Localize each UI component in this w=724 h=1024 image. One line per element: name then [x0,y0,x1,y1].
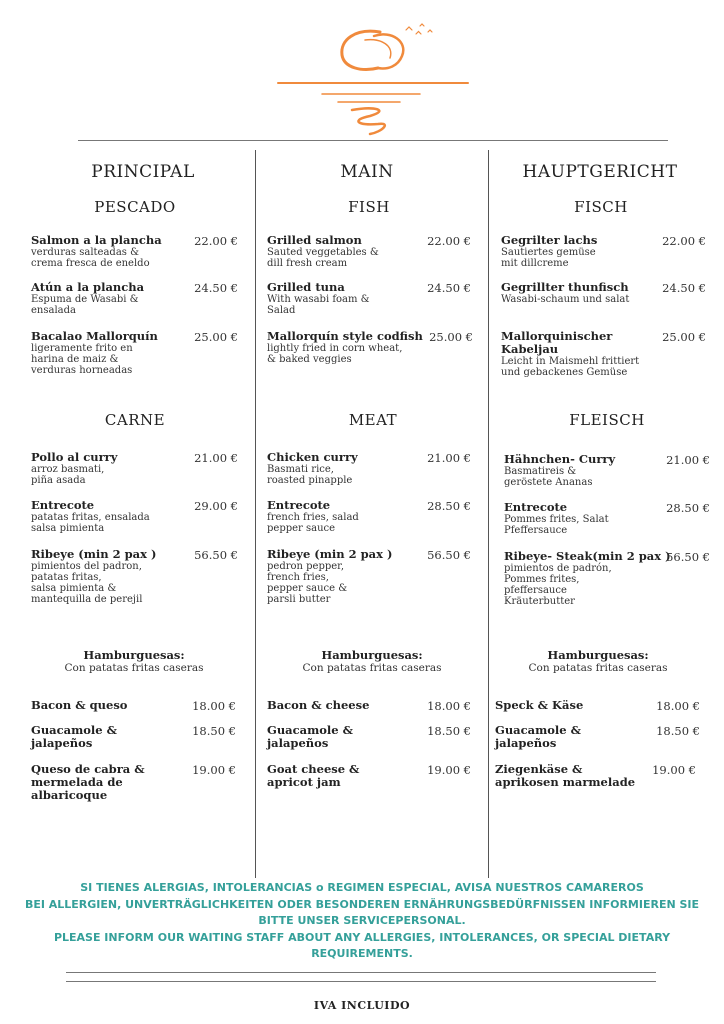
item-desc: ensalada [31,305,76,316]
fish-section-title: FISCH [574,198,628,216]
item-desc: & baked veggies [267,354,352,365]
item-desc: und gebackenes Gemüse [501,367,628,378]
notice-line: BITTE UNSER SERVICEPERSONAL. [258,914,466,927]
item-price: 28.50 € [427,499,471,513]
item-name: Ribeye (min 2 pax ) [267,547,393,561]
item-name: Entrecote [31,498,95,512]
column-divider [488,150,489,878]
burger-item [267,724,407,750]
item-desc: Pfeffersauce [504,525,568,536]
item-desc: verduras horneadas [31,365,133,376]
notice-line: REQUIREMENTS. [311,947,413,960]
item-desc: verduras salteadas & [31,247,140,258]
item-price: 24.50 € [427,281,471,295]
item-desc: patatas fritas, ensalada [31,512,150,523]
item-desc: With wasabi foam & [267,294,370,305]
item-name: Salmon a la plancha [31,233,162,247]
item-desc: patatas fritas, [31,572,102,583]
item-name: Atún a la plancha [31,280,145,294]
burger-item [495,724,635,750]
burger-item [31,763,171,802]
item-desc: Basmatireis & [504,466,577,477]
burger-header [24,649,244,675]
item-name: Entrecote [504,500,568,514]
item-name: Pollo al curry [31,450,118,464]
item-desc: Basmati rice, [267,464,334,475]
burger-item [495,699,635,712]
item-name: Queso de cabra & [31,762,145,776]
item-desc: lightly fried in corn wheat, [267,343,403,354]
allergy-notice [20,880,704,963]
item-name: Grilled salmon [267,233,362,247]
burger-title: Hamburguesas: [547,648,649,662]
item-desc: crema fresca de eneldo [31,258,150,269]
item-price: 22.00 € [194,234,238,248]
column-title: HAUPTGERICHT [522,162,678,182]
item-name: aprikosen marmelade [495,775,636,789]
item-desc: Sauted veggetables & [267,247,379,258]
item-name: Bacalao Mallorquín [31,329,158,343]
item-price: 21.00 € [194,451,238,465]
item-name: Bacon & queso [31,698,128,712]
item-desc: dill fresh cream [267,258,348,269]
item-price: 29.00 € [194,499,238,513]
tax-note: IVA INCLUIDO [313,999,411,1012]
item-desc: Wasabi-schaum und salat [501,294,630,305]
item-name: mermelada de [31,775,123,789]
item-price: 24.50 € [662,281,706,295]
item-name: albaricoque [31,788,108,802]
item-desc: salsa pimienta [31,523,105,534]
item-name: jalapeños [31,736,93,750]
item-name: apricot jam [267,775,341,789]
burger-item [495,763,645,789]
item-desc: arroz basmati, [31,464,105,475]
item-price: 21.00 € [666,453,710,467]
item-name: Guacamole & [31,723,117,737]
column-divider [255,150,256,878]
item-price: 22.00 € [427,234,471,248]
item-name: Ribeye (min 2 pax ) [31,547,157,561]
item-name: Mallorquinischer Kabeljau [501,329,613,356]
notice-line: BEI ALLERGIEN, UNVERTRÄGLICHKEITEN ODER BESONDEREN ERNÄHRUNGSBEDÜRFNISSEN INFORMIEREN SIE [24,897,700,911]
item-price: 28.50 € [666,501,710,515]
item-name: Ziegenkäse & [495,762,583,776]
item-name: jalapeños [267,736,329,750]
notice-line: SI TIENES ALERGIAS, INTOLERANCIAS o REGIMEN ESPECIAL, AVISA NUESTROS CAMAREROS [80,881,644,894]
item-name: Chicken curry [267,450,358,464]
item-name: Gegrilter lachs [501,233,598,247]
burger-subtitle: Con patatas fritas caseras [528,662,668,674]
burger-item [31,699,171,712]
item-name: Bacon & cheese [267,698,370,712]
item-desc: mantequilla de perejil [31,594,143,605]
fish-section-title: PESCADO [94,198,176,216]
column-title: MAIN [340,162,394,182]
item-name: Goat cheese & [267,762,360,776]
item-price: 56.50 € [666,550,710,564]
item-desc: roasted pinapple [267,475,353,486]
item-desc: geröstete Ananas [504,477,593,488]
burger-title: Hamburguesas: [321,648,423,662]
item-name: Gegrillter thunfisch [501,280,629,294]
item-name: Guacamole & [495,723,581,737]
item-desc: Salad [267,305,296,316]
item-name: Hähnchen- Curry [504,452,616,466]
item-name: Ribeye- Steak(min 2 pax ) [504,549,671,563]
item-desc: pepper sauce [267,523,336,534]
meat-section-title: MEAT [348,411,398,429]
menu-item [501,330,661,378]
item-desc: pedron pepper, [267,561,345,572]
item-price: 18.00 € [192,699,236,713]
item-price: 19.00 € [192,763,236,777]
item-desc: piña asada [31,475,86,486]
top-divider [78,140,668,141]
item-desc: salsa pimienta & [31,583,117,594]
item-price: 18.50 € [192,724,236,738]
column-title: PRINCIPAL [91,162,195,182]
bottom-divider [66,972,656,973]
item-price: 24.50 € [194,281,238,295]
item-price: 22.00 € [662,234,706,248]
item-name: Entrecote [267,498,331,512]
item-desc: french fries, salad [267,512,359,523]
item-price: 25.00 € [429,330,473,344]
item-name: jalapeños [495,736,557,750]
notice-line: PLEASE INFORM OUR WAITING STAFF ABOUT ANY ALLERGIES, INTOLERANCES, OR SPECIAL DIETARY [53,930,671,944]
item-desc: parsli butter [267,594,331,605]
item-desc: pimientos de padrón, [504,563,612,574]
meat-section-title: CARNE [104,411,166,429]
item-price: 19.00 € [652,763,696,777]
burger-subtitle: Con patatas fritas caseras [64,662,204,674]
item-name: Guacamole & [267,723,353,737]
item-desc: pimientos del padron, [31,561,142,572]
item-desc: Sautiertes gemüse [501,247,596,258]
item-price: 18.50 € [427,724,471,738]
item-desc: pepper sauce & [267,583,348,594]
item-price: 25.00 € [194,330,238,344]
burger-header [488,649,708,675]
item-name: Speck & Käse [495,698,584,712]
item-price: 19.00 € [427,763,471,777]
item-desc: Espuma de Wasabi & [31,294,139,305]
item-price: 56.50 € [194,548,238,562]
item-name: Mallorquín style codfish [267,329,423,343]
item-desc: harina de maiz & [31,354,119,365]
item-price: 25.00 € [662,330,706,344]
item-desc: mit dillcreme [501,258,569,269]
item-desc: Leicht in Maismehl frittiert [501,356,640,367]
burger-title: Hamburguesas: [83,648,185,662]
sunset-logo [270,10,470,140]
bottom-divider [66,981,656,982]
burger-item [267,763,407,789]
burger-header [262,649,482,675]
item-desc: Pommes frites, [504,574,580,585]
burger-item [31,724,171,750]
meat-section-title: FLEISCH [569,411,645,429]
item-price: 18.50 € [656,724,700,738]
item-price: 21.00 € [427,451,471,465]
burger-item [267,699,407,712]
item-price: 18.00 € [656,699,700,713]
item-desc: french fries, [267,572,329,583]
burger-subtitle: Con patatas fritas caseras [302,662,442,674]
item-price: 56.50 € [427,548,471,562]
fish-section-title: FISH [348,198,390,216]
item-desc: ligeramente frito en [31,343,133,354]
item-desc: Pommes frites, Salat [504,514,609,525]
item-name: Grilled tuna [267,280,345,294]
item-price: 18.00 € [427,699,471,713]
item-desc: Kräuterbutter [504,596,575,607]
item-desc: pfeffersauce [504,585,567,596]
